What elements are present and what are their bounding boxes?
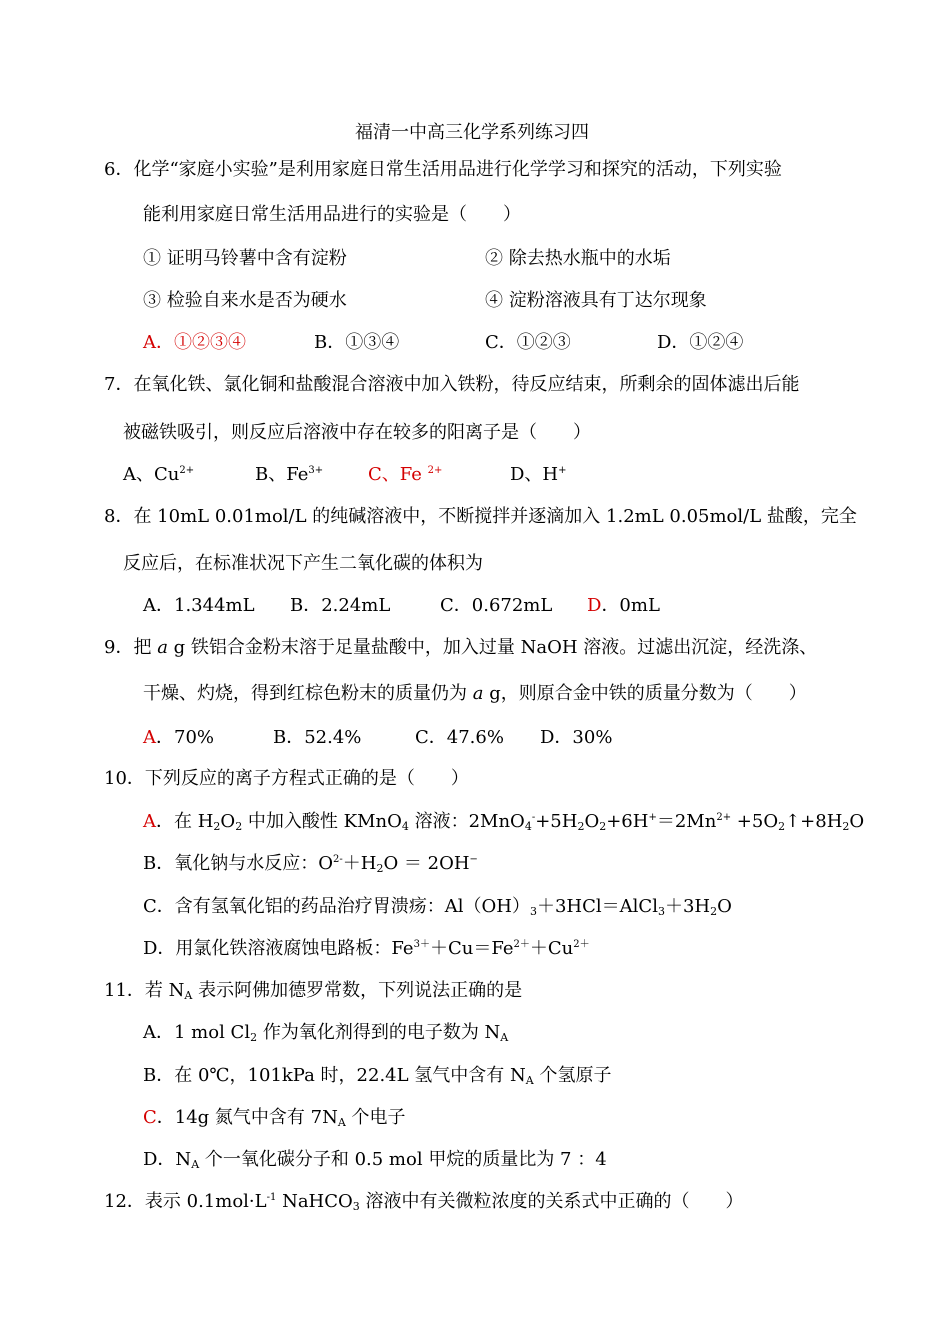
q11-option-a: A．1 mol $Cl_2$ 作为氧化剂得到的电子数为 $N_A$ [143,1022,509,1044]
q6-option-c: C．①②③ [485,332,571,353]
q9-stem-line2: 干燥、灼烧，得到红棕色粉末的质量仍为 a g，则原合金中铁的质量分数为（ ） [143,683,807,704]
q10-option-c: C．含有氢氧化铝的药品治疗胃溃疡：$Al(OH)_3+3HCl=AlCl_3+3H_2O$ [143,896,732,918]
q8-stem-line2: 反应后，在标准状况下产生二氧化碳的体积为 [123,553,483,574]
q8-option-d: D．0mL [587,595,660,616]
q10-option-a: A．在 $H_2O_2$ 中加入酸性 KMnO$_4$ 溶液：$2MnO_4^-+5H_2O_2+6H^+=2Mn^{2+}$ $+5O_2↑+8H_2O$ [143,811,865,833]
q6-option-b: B．①③④ [314,332,400,353]
page-title: 福清一中高三化学系列练习四 [355,122,589,143]
q7-stem-line1: 7．在氧化铁、氯化铜和盐酸混合溶液中加入铁粉，待反应结束，所剩余的固体滤出后能 [104,374,800,395]
q7-option-d: D、H+ [510,464,567,485]
q6-stem-line1: 6．化学“家庭小实验”是利用家庭日常生活用品进行化学学习和探究的活动，下列实验 [104,159,782,180]
q8-option-a: A．1.344mL [143,595,255,616]
q9-option-b: B．52.4% [273,727,362,748]
q8-option-c: C．0.672mL [440,595,553,616]
q9-option-a: A．70% [143,727,215,748]
q9-option-d: D．30% [540,727,613,748]
q9-option-c: C．47.6% [415,727,504,748]
q6-item-3: ③ 检验自来水是否为硬水 [143,290,347,311]
q6-option-a: A．①②③④ [143,332,246,353]
q11-option-b: B．在 0℃，101kPa 时，22.4L 氢气中含有 $N_A$ 个氢原子 [143,1065,612,1087]
q10-option-b: B．氧化钠与水反应：$O^{2-}+H_2O = 2OH^-$ [143,853,478,875]
q12-stem: 12．表示 $0.1mol\cdot L^{-1}$ NaHCO$_3$ 溶液中有关微粒浓度的关系式中正确的（ ） [104,1191,744,1213]
q6-item-2: ② 除去热水瓶中的水垢 [485,248,671,269]
q8-option-b: B．2.24mL [290,595,391,616]
q11-option-c: C．14g 氮气中含有 $7N_A$ 个电子 [143,1107,406,1129]
q11-option-d: D．$N_A$ 个一氧化碳分子和 0.5 mol 甲烷的质量比为 7 ：4 [143,1149,607,1171]
q6-item-1: ① 证明马铃薯中含有淀粉 [143,248,347,269]
q7-option-b: B、$Fe^{3+}$ [255,464,324,485]
q7-option-c: C、Fe $^{2+}$ [368,464,443,485]
q6-item-4: ④ 淀粉溶液具有丁达尔现象 [485,290,707,311]
q10-stem: 10．下列反应的离子方程式正确的是（ ） [104,768,469,789]
q7-stem-line2: 被磁铁吸引，则反应后溶液中存在较多的阳离子是（ ） [123,422,591,443]
q6-option-d: D．①②④ [657,332,744,353]
q11-stem: 11．若 $N_A$ 表示阿佛加德罗常数，下列说法正确的是 [104,980,523,1002]
q9-stem-line1: 9．把 a g 铁铝合金粉末溶于足量盐酸中，加入过量 NaOH 溶液。过滤出沉淀，经洗涤、 [104,637,818,658]
q10-option-d: D．用氯化铁溶液腐蚀电路板：$Fe^{3+}+Cu=Fe^{2+}+Cu^{2+}$ [143,938,590,959]
q7-option-a: A、$Cu^{2+}$ [123,464,195,485]
q8-stem-line1: 8．在 10mL 0.01mol/L 的纯碱溶液中，不断搅拌并逐滴加入 1.2mL 0.05mol/L 盐酸，完全 [104,506,857,527]
q6-stem-line2: 能利用家庭日常生活用品进行的实验是（ ） [143,204,521,225]
